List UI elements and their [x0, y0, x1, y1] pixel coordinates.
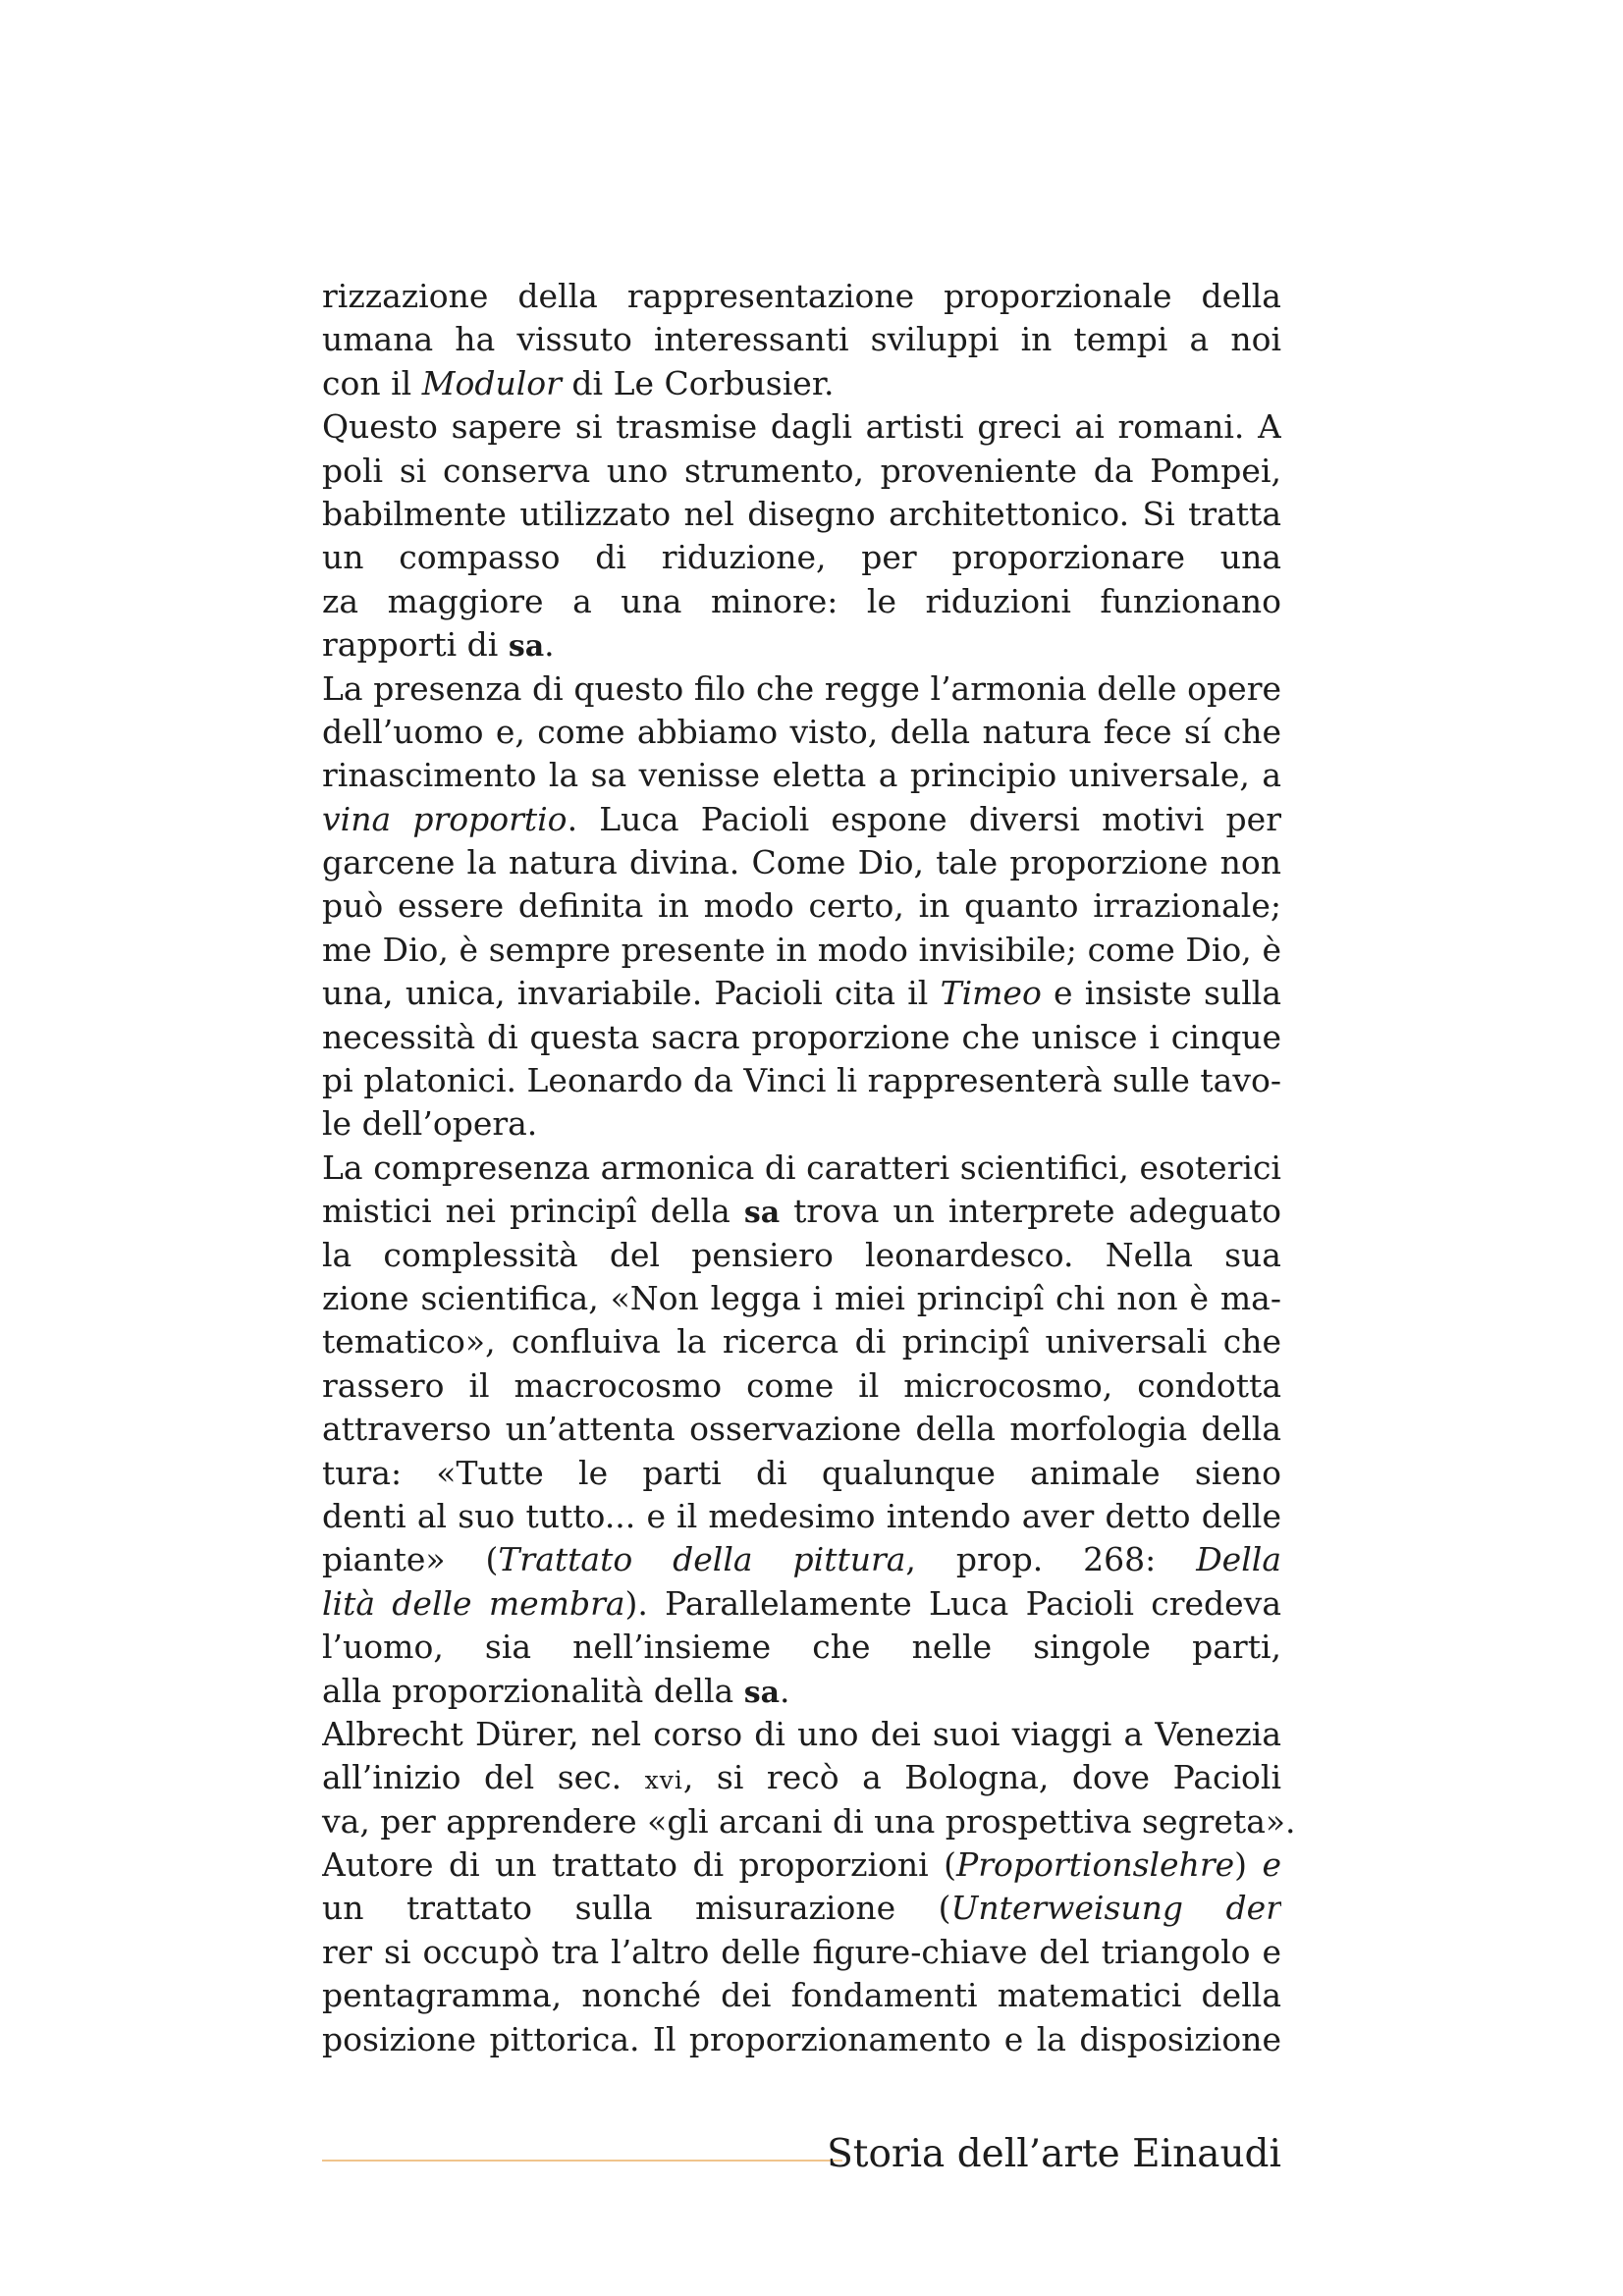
- text-line: [322, 1538, 1281, 1581]
- text-segment: pentagramma, nonché dei fondamenti matematici della: [322, 1976, 1281, 2015]
- text-segment: .: [780, 1671, 790, 1710]
- text-segment: alla proporzionalità della: [322, 1671, 744, 1710]
- text-segment: piante» (: [322, 1540, 499, 1579]
- text-segment: babilmente utilizzato nel disegno architettonico. Si tratta: [322, 494, 1281, 533]
- text-line: [322, 841, 1281, 884]
- text-line: [322, 1800, 1296, 1843]
- text-line: [322, 1059, 1281, 1102]
- text-segment: può essere definita in modo certo, in quanto irrazionale;: [322, 886, 1281, 926]
- text-line: [322, 1887, 1281, 1930]
- footer-rule: [322, 2160, 842, 2162]
- text-line: [322, 1843, 1281, 1887]
- text-segment: Autore di un trattato di proporzioni (: [322, 1845, 957, 1885]
- text-segment: ): [1234, 1845, 1263, 1885]
- text-line: [322, 536, 1281, 579]
- text-segment: La compresenza armonica di caratteri scientifici, esoterici: [322, 1148, 1281, 1187]
- italic-text: Della: [1196, 1540, 1281, 1579]
- text-line: [322, 1102, 1281, 1146]
- text-line: [322, 929, 1281, 972]
- text-segment: rer si occupò tra l’altro delle figure-chiave del triangolo e: [322, 1932, 1281, 1971]
- text-line: [322, 1582, 1281, 1626]
- text-segment: Questo sapere si trasmise dagli artisti greci ai romani. A: [322, 407, 1281, 447]
- text-segment: . Luca Pacioli espone diversi motivi per: [567, 799, 1281, 838]
- text-segment: La presenza di questo filo che regge l’armonia delle opere: [322, 668, 1281, 708]
- text-segment: ). Parallelamente Luca Pacioli credeva: [624, 1583, 1281, 1623]
- text-segment: , si recò a Bologna, dove Pacioli: [682, 1758, 1281, 1797]
- italic-text: Timeo: [940, 974, 1042, 1013]
- italic-text: Proportionslehre: [956, 1845, 1235, 1885]
- text-segment: una, unica, invariabile. Pacioli cita il: [322, 974, 941, 1013]
- text-line: [322, 1364, 1281, 1408]
- text-segment: rizzazione della rappresentazione proporzionale della: [322, 277, 1281, 315]
- text-segment: tura: «Tutte le parti di qualunque animale sieno: [322, 1453, 1281, 1492]
- text-line: [322, 1234, 1281, 1277]
- text-segment: poli si conserva uno strumento, proveniente da Pompei,: [322, 451, 1281, 490]
- italic-text: Unterweisung der: [950, 1889, 1281, 1928]
- text-segment: posizione pittorica. Il proporzionamento e la disposizione: [322, 2019, 1281, 2058]
- text-segment: mistici nei principî della: [322, 1192, 744, 1231]
- text-line: [322, 1495, 1281, 1538]
- bold-abbreviation: sa: [743, 1675, 781, 1710]
- text-line: [322, 1756, 1281, 1799]
- text-line: [322, 1277, 1281, 1320]
- text-segment: la complessità del pensiero leonardesco. Nella sua: [322, 1235, 1281, 1274]
- text-line: [322, 667, 1281, 711]
- text-segment: all’inizio del sec.: [322, 1758, 645, 1797]
- text-segment: za maggiore a una minore: le riduzioni funzionano: [322, 581, 1281, 620]
- text-segment: un compasso di riduzione, per proporzionare una: [322, 538, 1281, 577]
- text-line: [322, 1147, 1281, 1190]
- text-line: [322, 580, 1281, 623]
- bold-abbreviation: sa: [743, 1196, 781, 1231]
- text-segment: denti al suo tutto... e il medesimo intendo aver detto delle: [322, 1496, 1281, 1535]
- text-line: [322, 1320, 1281, 1363]
- text-line: [322, 2018, 1281, 2061]
- text-segment: rapporti di: [322, 625, 509, 665]
- text-line: [322, 1626, 1281, 1669]
- text-line: [322, 1016, 1281, 1059]
- text-segment: un trattato sulla misurazione (: [322, 1889, 951, 1928]
- body-text: [322, 275, 1296, 2061]
- text-line: [322, 1974, 1281, 2017]
- text-segment: zione scientifica, «Non legga i miei principî chi non è ma-: [322, 1278, 1281, 1317]
- text-line: [322, 318, 1281, 361]
- small-caps-numeral: xvi: [644, 1766, 683, 1795]
- text-segment: me Dio, è sempre presente in modo invisibile; come Dio, è: [322, 930, 1281, 969]
- text-segment: di Le Corbusier.: [561, 363, 835, 402]
- text-segment: necessità di questa sacra proporzione che unisce i cinque: [322, 1017, 1281, 1056]
- text-segment: va, per apprendere «gli arcani di una prospettiva segreta».: [322, 1801, 1296, 1841]
- text-line: [322, 1452, 1281, 1495]
- text-line: [322, 275, 1281, 318]
- text-line: [322, 972, 1281, 1015]
- text-segment: garcene la natura divina. Come Dio, tale proporzione non: [322, 843, 1281, 882]
- text-segment: l’uomo, sia nell’insieme che nelle singole parti,: [322, 1628, 1281, 1667]
- text-line: [322, 1408, 1281, 1451]
- text-line: [322, 405, 1281, 449]
- text-segment: rassero il macrocosmo come il microcosmo, condotta: [322, 1365, 1281, 1405]
- italic-text: Trattato della pittura: [498, 1540, 906, 1579]
- italic-text: vina proportio: [322, 799, 568, 838]
- italic-text: lità delle membra: [322, 1583, 625, 1623]
- text-segment: tematico», confluiva la ricerca di principî universali che: [322, 1322, 1281, 1362]
- text-segment: con il: [322, 363, 422, 402]
- text-line: [322, 450, 1281, 493]
- text-segment: rinascimento la sa venisse eletta a principio universale, a: [322, 756, 1281, 795]
- text-segment: umana ha vissuto interessanti sviluppi in tempi a noi: [322, 320, 1281, 359]
- text-segment: attraverso un’attenta osservazione della morfologia della: [322, 1410, 1281, 1449]
- text-segment: , prop. 268:: [905, 1540, 1197, 1579]
- text-line: [322, 884, 1281, 928]
- text-line: [322, 362, 1281, 405]
- text-line: [322, 1713, 1281, 1756]
- italic-text: Modulor: [421, 363, 562, 402]
- text-segment: dell’uomo e, come abbiamo visto, della natura fece sí che: [322, 712, 1281, 751]
- text-segment: .: [544, 625, 555, 665]
- text-segment: pi platonici. Leonardo da Vinci li rappresenterà sulle tavo-: [322, 1061, 1281, 1100]
- text-segment: le dell’opera.: [322, 1104, 538, 1144]
- text-line: [322, 1931, 1281, 1974]
- text-line: [322, 754, 1281, 797]
- footer-title: Storia dell’arte Einaudi: [827, 2132, 1281, 2176]
- text-line: [322, 493, 1281, 536]
- text-line: [322, 711, 1281, 754]
- italic-text: e: [1262, 1845, 1281, 1885]
- text-line: [322, 1670, 1281, 1713]
- text-line: [322, 798, 1281, 841]
- text-segment: e insiste sulla: [1041, 974, 1281, 1013]
- text-segment: trova un interprete adeguato: [793, 1192, 1281, 1231]
- text-segment: Albrecht Dürer, nel corso di uno dei suoi viaggi a Venezia: [322, 1714, 1281, 1753]
- text-line: [322, 623, 1281, 667]
- bold-abbreviation: sa: [508, 629, 545, 665]
- text-line: [322, 1190, 1281, 1233]
